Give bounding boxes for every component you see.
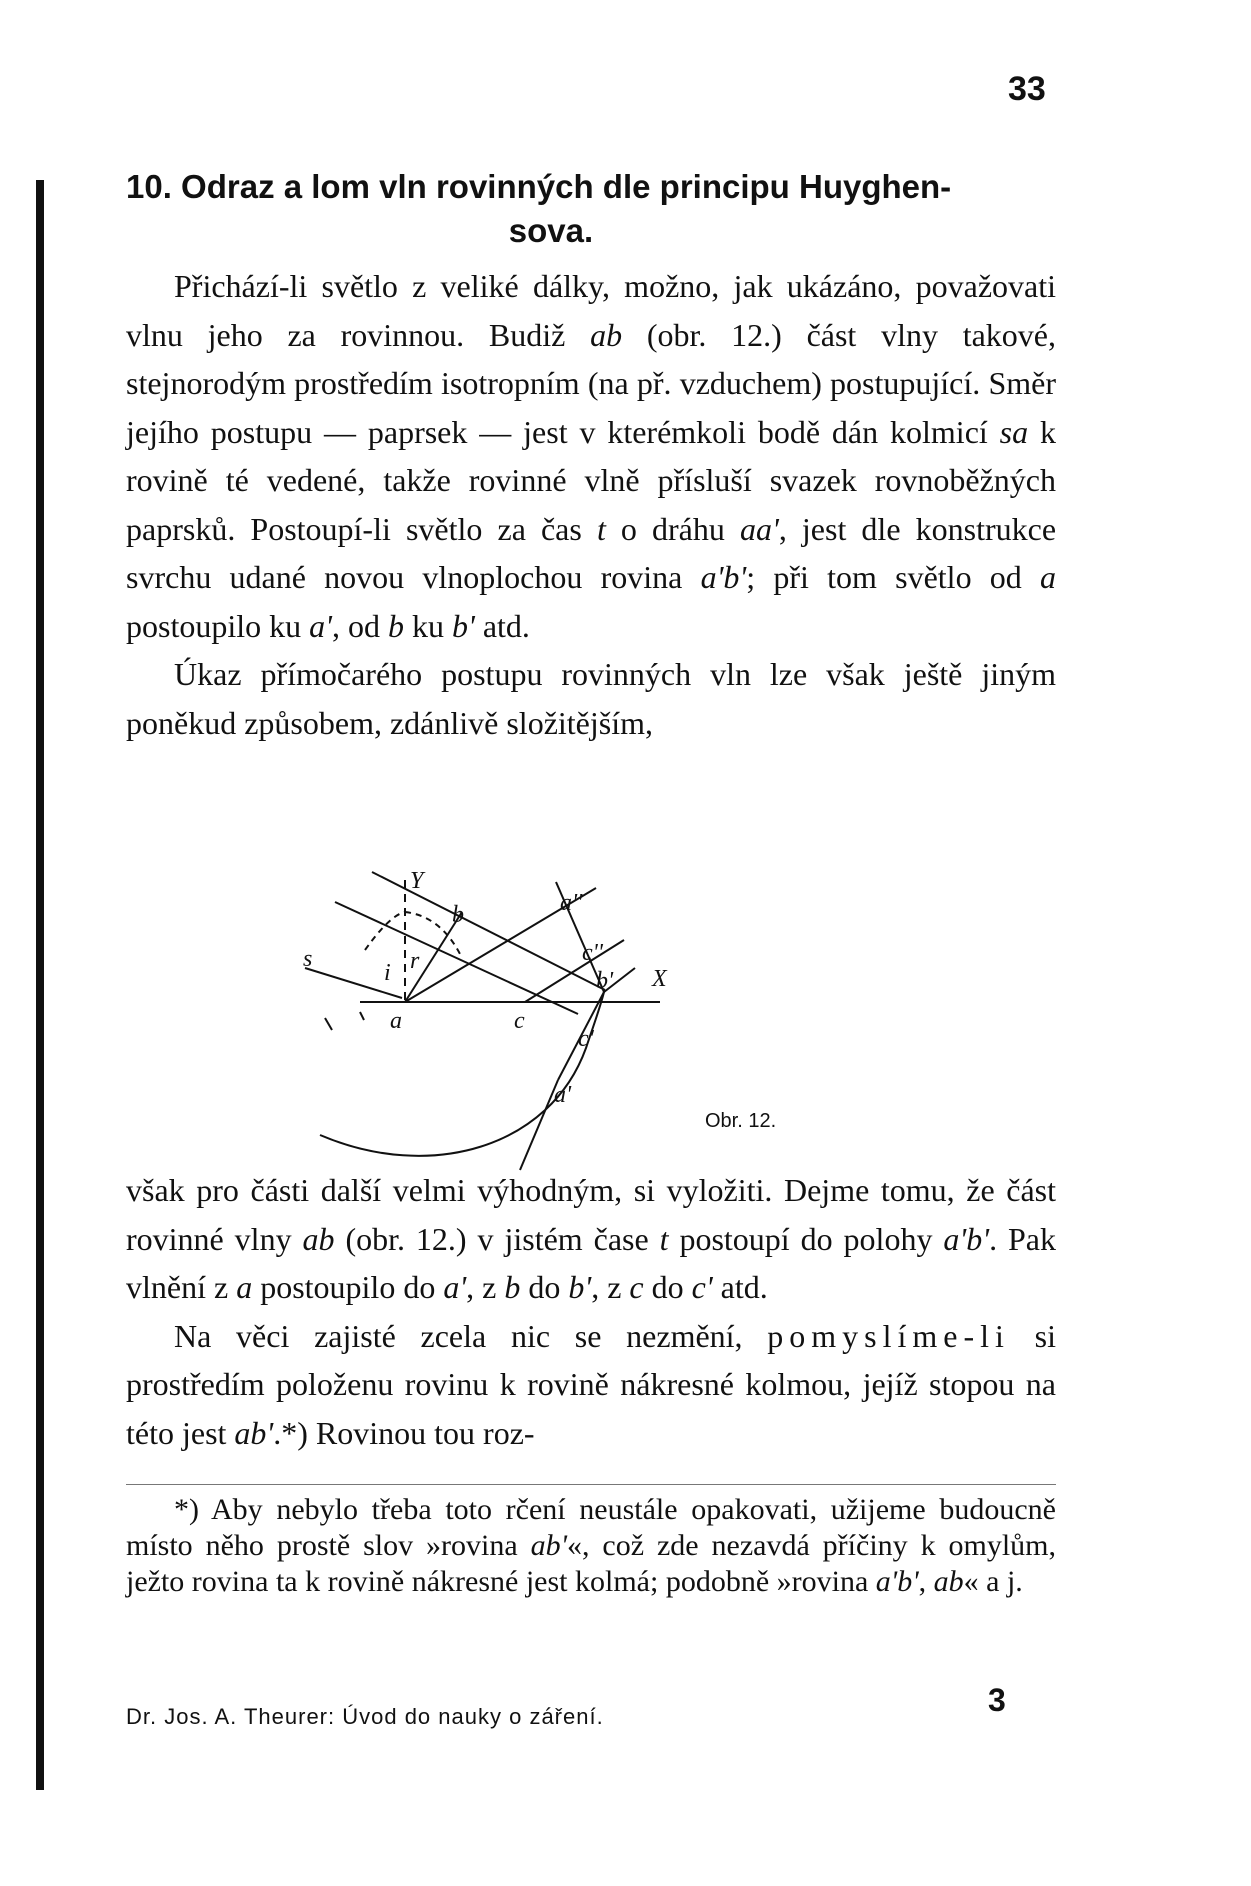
section-title-line1: 10. Odraz a lom vln rovinných dle principu Huyghen- [126,168,952,205]
binding-line [36,180,44,1790]
body-text-upper [126,262,1056,747]
label-a: a [390,1008,402,1034]
label-Y: Y [410,868,424,894]
label-i: i [384,960,391,986]
body-text-lower [126,1166,1056,1457]
paragraph-rectilinear: Úkaz přímočarého postupu rovinných vln lze však ještě jiným poněkud způsobem, zdánlivě složitějším, [126,656,1056,741]
label-r: r [410,948,420,974]
section-title [126,165,1046,253]
page-number: 33 [1008,70,1046,108]
footnote-rule [126,1484,1056,1485]
label-a2: a'' [560,890,583,916]
figure-12-diagram [303,790,840,1160]
paragraph-continued: však pro části další velmi výhodným, si vyložiti. Dejme tomu, že část rovinné vlny ab (obr. 12.) v jistém čase t postoupí do polohy a'b'. Pak vlnění z a postoupilo do a', z b do b', z c do c' atd. [126,1172,1057,1305]
footer-author: Dr. Jos. A. Theurer: Úvod do nauky o záření. [126,1704,604,1729]
paragraph-plane-trace: Na věci zajisté zcela nic se nezmění, pomyslíme-li si prostředím položenu rovinu k rovině nákresné kolmou, jejíž stopou na této jest ab'.*) Rovinou tou roz- [126,1317,1057,1451]
label-b1: b' [596,968,614,994]
label-c1: c' [578,1026,594,1052]
figure-12 [303,790,840,1160]
label-X: X [652,966,667,992]
signature-mark: 3 [988,1682,1006,1718]
label-b: b [452,902,464,928]
footnote: *) Aby nebylo třeba toto rčení neustále opakovati, užijeme budoucně místo něho prostě slov »rovina ab'«, což zde nezavdá příčiny k omylům, ježto rovina ta k rovině nákresné jest kolmá; podobně »rovina a'b', ab« a j. [126,1493,1056,1598]
dash-mark-2 [360,1012,364,1020]
label-c2: c'' [582,940,603,966]
label-a1: a' [554,1082,572,1108]
label-c: c [514,1008,525,1034]
dash-mark-1 [325,1018,332,1030]
paragraph-plane-wave: Přichází-li světlo z veliké dálky, možno, jak ukázáno, považovati vlnu jeho za rovinnou. Budiž ab (obr. 12.) část vlny takové, stejnorodým prostředím isotropním (na př. vzduchem) postupující. Směr jejího postupu — paprsek — jest v kterémkoli bodě dán kolmicí sa k rovině té vedené, takže rovinné vlně přísluší svazek rovnoběžných paprsků. Postoupí-li světlo za čas t o dráhu aa', jest dle konstrukce svrchu udané novou vlnoplochou rovina a'b'; při tom světlo od a postoupilo ku a', od b ku b' atd. [126,268,1057,644]
figure-caption: Obr. 12. [705,1110,777,1132]
label-s: s [303,946,313,972]
section-title-line2: sova. [508,212,594,249]
